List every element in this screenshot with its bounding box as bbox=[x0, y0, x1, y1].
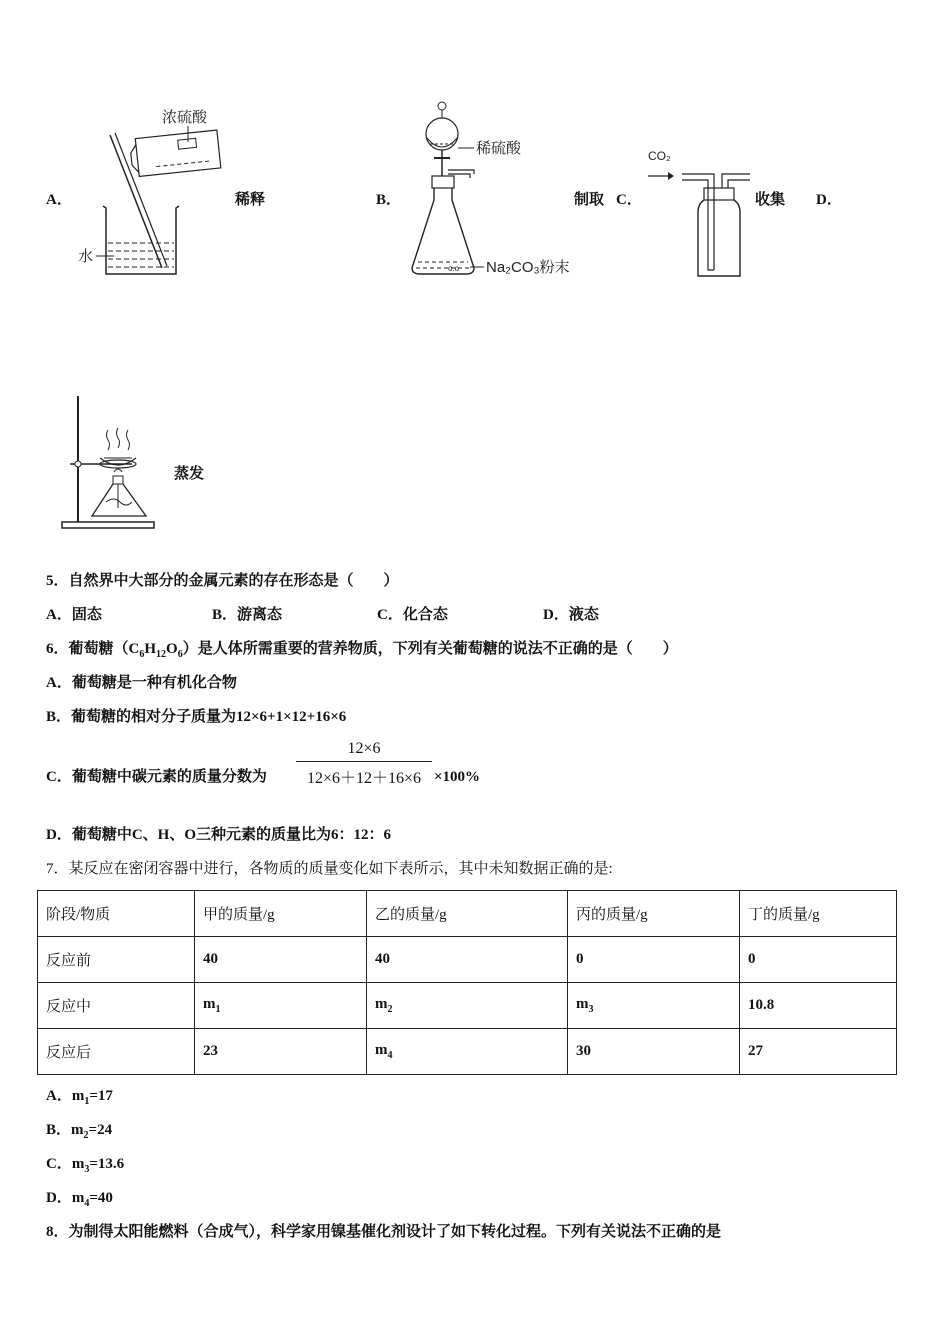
table-row bbox=[38, 937, 897, 983]
label-dilute-acid: 稀硫酸 bbox=[476, 140, 522, 157]
q7-option-a: A．$m_1=17$ bbox=[46, 1088, 113, 1107]
table-header-cell: 乙的质量/g bbox=[367, 891, 568, 937]
stage-cell: 反应前 bbox=[38, 937, 195, 983]
q8-stem: 8．为制得太阳能燃料（合成气），科学家用镍基催化剂设计了如下转化过程。下列有关说法不正确的是 bbox=[46, 1224, 722, 1240]
q6-option-c-text: C．葡萄糖中碳元素的质量分数为 bbox=[46, 769, 267, 785]
q6-option-b: B．葡萄糖的相对分子质量为12×6+1×12+16×6 bbox=[46, 709, 347, 725]
label-co2: CO₂ bbox=[648, 149, 671, 163]
table-row bbox=[38, 983, 897, 1029]
mass-change-table bbox=[37, 890, 897, 1075]
table-cell: $m_3$ bbox=[568, 983, 740, 1029]
mass-fraction-formula bbox=[296, 740, 432, 788]
q7-stem: 7．某反应在密闭容器中进行，各物质的质量变化如下表所示，其中未知数据正确的是: bbox=[46, 861, 613, 877]
table-cell: 23 bbox=[195, 1029, 367, 1075]
option-b-letter: B． bbox=[376, 192, 402, 208]
label-water: 水 bbox=[78, 248, 94, 265]
option-c-letter: C． bbox=[616, 192, 642, 208]
table-header-cell: 阶段/物质 bbox=[38, 891, 195, 937]
table-cell: 40 bbox=[367, 937, 568, 983]
table-header-cell: 甲的质量/g bbox=[195, 891, 367, 937]
table-cell: $m_2$ bbox=[367, 983, 568, 1029]
option-a-caption: 稀释 bbox=[235, 192, 266, 208]
table-row bbox=[38, 1029, 897, 1075]
q7-option-d: D．$m_4=40$ bbox=[46, 1190, 113, 1209]
option-c-caption: 收集 bbox=[755, 192, 786, 208]
table-cell: $m_4$ bbox=[367, 1029, 568, 1075]
fraction-numerator: 12×6 bbox=[296, 740, 432, 762]
q5-option-c: C．化合态 bbox=[377, 607, 448, 623]
q5-stem: 5．自然界中大部分的金属元素的存在形态是（ ） bbox=[46, 573, 399, 589]
stage-cell: 反应中 bbox=[38, 983, 195, 1029]
q6-option-c-suffix: ×100% bbox=[434, 769, 481, 785]
option-a-letter: A． bbox=[46, 192, 72, 208]
table-header-cell: 丙的质量/g bbox=[568, 891, 740, 937]
q6-stem: 6．葡萄糖$(C_6H_{12}O_6)$是人体所需重要的营养物质，下列有关葡萄糖的说法不正确的是（ ） bbox=[46, 641, 678, 660]
q7-option-c: C．$m_3=13.6$ bbox=[46, 1156, 125, 1175]
table-header-row bbox=[38, 891, 897, 937]
table-cell: 10.8 bbox=[740, 983, 897, 1029]
table-cell: 0 bbox=[568, 937, 740, 983]
q6-option-a: A．葡萄糖是一种有机化合物 bbox=[46, 675, 237, 691]
table-cell: 40 bbox=[195, 937, 367, 983]
q5-option-a: A．固态 bbox=[46, 607, 102, 623]
svg-text:o.o: o.o bbox=[448, 264, 460, 273]
table-cell: 27 bbox=[740, 1029, 897, 1075]
table-cell: 0 bbox=[740, 937, 897, 983]
gas-generation-apparatus-figure bbox=[400, 98, 580, 283]
table-header-cell: 丁的质量/g bbox=[740, 891, 897, 937]
q6-option-d: D．葡萄糖中C、H、O三种元素的质量比为6：12：6 bbox=[46, 827, 392, 843]
option-b-caption: 制取 bbox=[574, 192, 605, 208]
dilution-apparatus-figure bbox=[70, 98, 240, 283]
table-cell: 30 bbox=[568, 1029, 740, 1075]
label-powder: Na₂CO₃粉末 bbox=[486, 259, 570, 276]
q5-option-b: B．游离态 bbox=[212, 607, 283, 623]
option-d-caption: 蒸发 bbox=[174, 466, 205, 482]
gas-collection-apparatus-figure bbox=[642, 140, 762, 285]
evaporation-apparatus-figure bbox=[56, 392, 166, 532]
q5-option-d: D．液态 bbox=[543, 607, 599, 623]
q7-option-b: B．$m_2=24$ bbox=[46, 1122, 113, 1141]
option-d-letter: D． bbox=[816, 192, 842, 208]
label-conc-acid: 浓硫酸 bbox=[162, 109, 208, 126]
fraction-denominator: 12×6＋12＋16×6 bbox=[306, 770, 422, 787]
table-cell: $m_1$ bbox=[195, 983, 367, 1029]
stage-cell: 反应后 bbox=[38, 1029, 195, 1075]
